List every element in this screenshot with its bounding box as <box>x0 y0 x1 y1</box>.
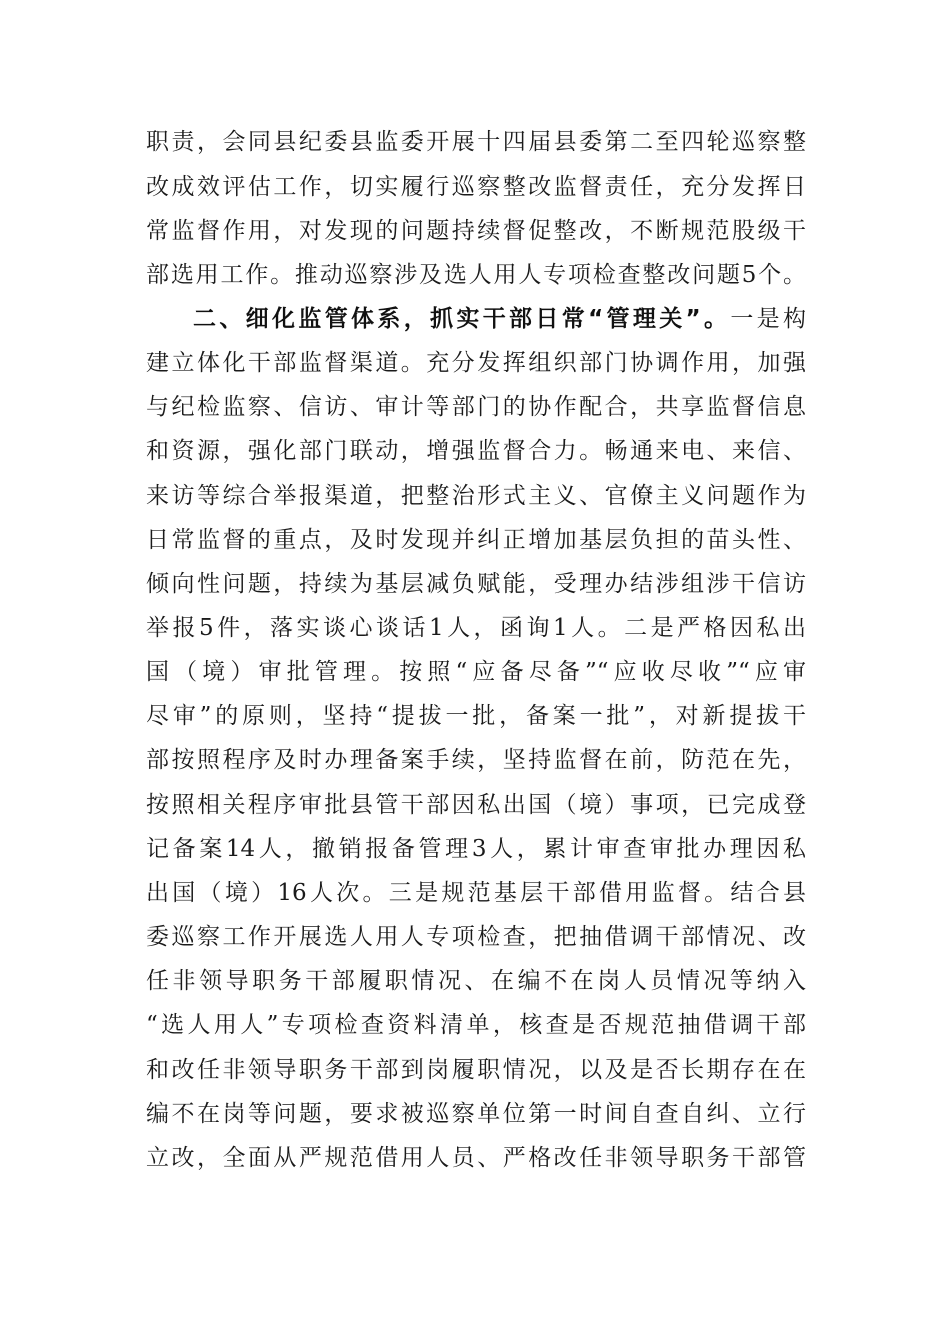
text-line: 出国（境）16人次。三是规范基层干部借用监督。结合县 <box>146 880 806 906</box>
text-line: 国（境）审批管理。按照“应备尽备”“应收尽收”“应审 <box>146 659 806 685</box>
heading-line-rest: 一是构 <box>730 306 807 332</box>
text-line: 日常监督的重点，及时发现并纠正增加基层负担的苗头性、 <box>146 527 806 553</box>
text-line: 记备案14人，撤销报备管理3人，累计审查审批办理因私 <box>146 836 806 862</box>
text-line: 委巡察工作开展选人用人专项检查，把抽借调干部情况、改 <box>146 924 806 950</box>
section-heading: 二、细化监管体系，抓实干部日常“管理关”。 <box>193 306 731 332</box>
text-line: 改成效评估工作，切实履行巡察整改监督责任，充分发挥日 <box>146 174 806 200</box>
text-line: 举报5件，落实谈心谈话1人，函询1人。二是严格因私出 <box>146 615 806 641</box>
text-line: 职责，会同县纪委县监委开展十四届县委第二至四轮巡察整 <box>146 129 806 155</box>
text-line: 和改任非领导职务干部到岗履职情况，以及是否长期存在在 <box>146 1057 806 1083</box>
text-line: 倾向性问题，持续为基层减负赋能，受理办结涉组涉干信访 <box>146 571 806 597</box>
text-line: “选人用人”专项检查资料清单，核查是否规范抽借调干部 <box>146 1012 806 1038</box>
text-line: 与纪检监察、信访、审计等部门的协作配合，共享监督信息 <box>146 394 806 420</box>
text-line: 建立体化干部监督渠道。充分发挥组织部门协调作用，加强 <box>146 350 806 376</box>
text-line: 按照相关程序审批县管干部因私出国（境）事项，已完成登 <box>146 792 806 818</box>
text-line: 来访等综合举报渠道，把整治形式主义、官僚主义问题作为 <box>146 483 806 509</box>
text-line: 尽审”的原则，坚持“提拔一批，备案一批”，对新提拔干 <box>146 703 806 729</box>
text-line: 编不在岗等问题，要求被巡察单位第一时间自查自纠、立行 <box>146 1101 806 1127</box>
text-line: 部选用工作。推动巡察涉及选人用人专项检查整改问题5个。 <box>146 262 806 288</box>
text-line: 立改，全面从严规范借用人员、严格改任非领导职务干部管 <box>146 1145 806 1171</box>
section-heading-line <box>193 302 806 336</box>
text-line: 和资源，强化部门联动，增强监督合力。畅通来电、来信、 <box>146 438 806 464</box>
text-line: 部按照程序及时办理备案手续，坚持监督在前，防范在先， <box>146 747 806 773</box>
text-line: 常监督作用，对发现的问题持续督促整改，不断规范股级干 <box>146 218 806 244</box>
text-line: 任非领导职务干部履职情况、在编不在岗人员情况等纳入 <box>146 968 806 994</box>
